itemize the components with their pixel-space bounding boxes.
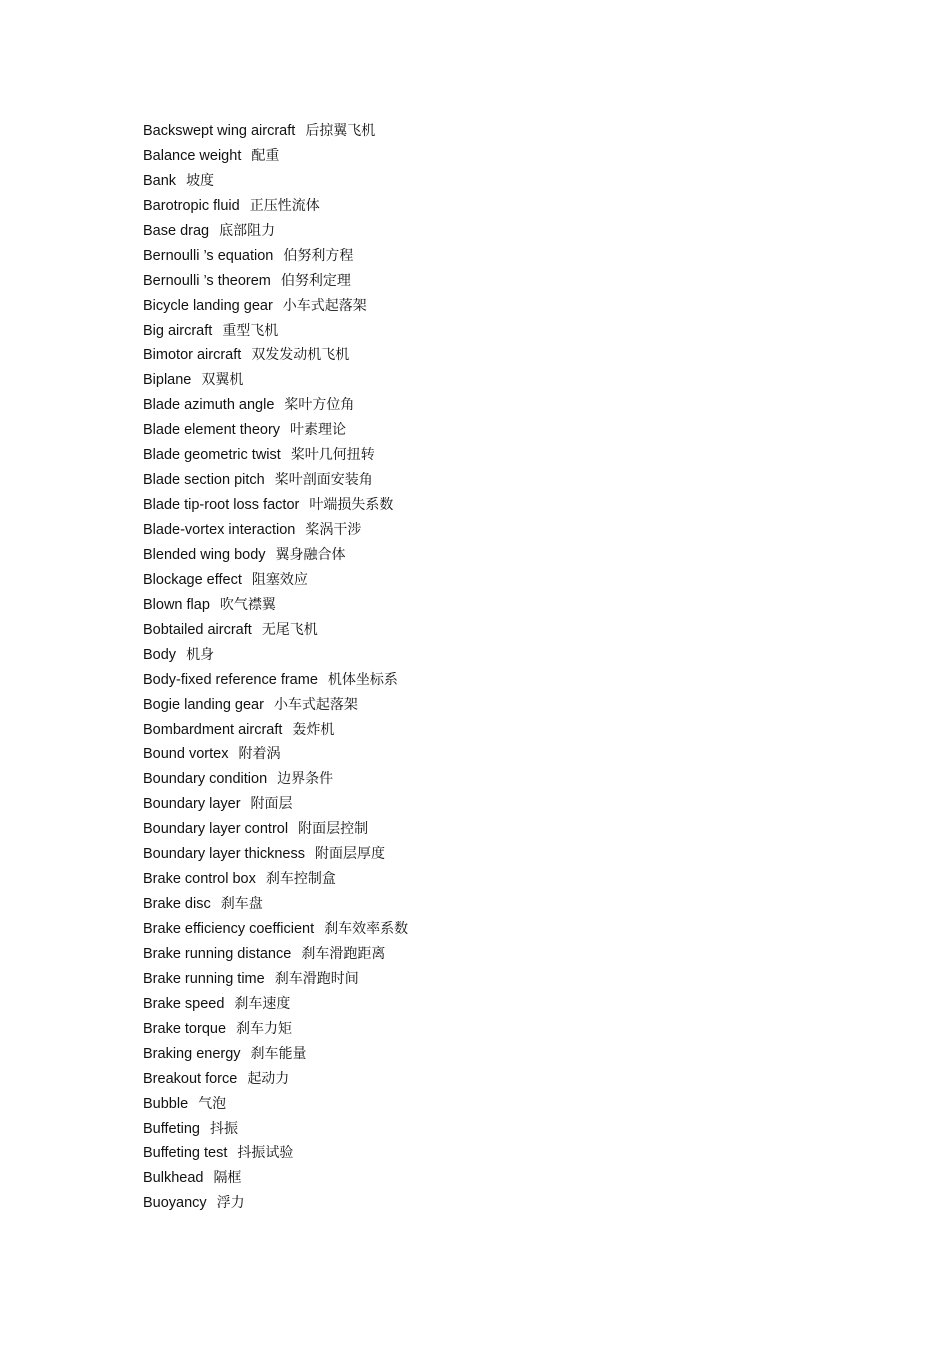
entry-term: Big aircraft [143,322,213,339]
glossary-entry [143,1191,408,1216]
glossary-entry [143,942,408,967]
entry-translation: 伯努利定理 [280,272,351,289]
glossary-entry [143,693,408,718]
entry-translation: 小车式起落架 [282,297,367,314]
entry-term: Blade section pitch [143,472,265,489]
glossary-list [143,119,408,1216]
entry-term: Brake efficiency coefficient [143,921,315,937]
entry-term: Boundary layer thickness [143,846,305,863]
glossary-entry [143,219,408,244]
entry-translation: 阻塞效应 [251,571,308,588]
glossary-entry [143,767,408,792]
glossary-entry [143,1067,408,1092]
entry-term: Boundary layer control [143,821,289,838]
entry-translation: 桨叶剖面安装角 [274,472,373,489]
glossary-entry [143,568,408,593]
glossary-entry [143,1117,408,1142]
entry-term: Backswept wing aircraft [143,123,296,139]
glossary-entry [143,443,408,468]
entry-translation: 附面层 [250,796,293,813]
entry-term: Biplane [143,372,192,389]
entry-term: Balance weight [143,147,242,164]
entry-term: Base drag [143,222,210,239]
entry-translation: 气泡 [198,1095,227,1112]
entry-translation: 翼身融合体 [275,546,346,563]
entry-translation: 轰炸机 [292,721,335,738]
entry-translation: 桨涡干涉 [305,522,362,538]
entry-translation: 双翼机 [201,372,244,389]
glossary-entry [143,1141,408,1166]
entry-term: Bulkhead [143,1170,204,1187]
entry-translation: 配重 [251,147,280,164]
entry-translation: 底部阻力 [219,222,276,239]
entry-translation: 伯努利方程 [283,247,354,264]
entry-translation: 正压性流体 [249,197,320,214]
entry-term: Bicycle landing gear [143,297,273,314]
glossary-entry [143,593,408,618]
entry-term: Buffeting test [143,1145,228,1162]
entry-translation: 边界条件 [277,771,334,788]
glossary-entry [143,867,408,892]
entry-translation: 刹车能量 [250,1045,307,1062]
entry-translation: 后掠翼飞机 [305,123,376,139]
entry-translation: 刹车力矩 [236,1020,293,1037]
glossary-entry [143,169,408,194]
entry-translation: 叶端损失系数 [309,497,394,514]
entry-term: Buoyancy [143,1195,207,1212]
entry-term: Bernoulli ’s equation [143,247,274,264]
glossary-entry [143,368,408,393]
entry-term: Blown flap [143,596,210,613]
entry-term: Brake speed [143,995,225,1012]
entry-term: Bound vortex [143,746,229,763]
entry-translation: 刹车滑跑时间 [274,970,359,987]
glossary-entry [143,468,408,493]
entry-term: Body [143,646,177,663]
entry-translation: 吹气襟翼 [219,596,276,613]
entry-term: Blade azimuth angle [143,397,275,414]
entry-translation: 叶素理论 [290,422,347,439]
glossary-entry [143,817,408,842]
glossary-entry [143,643,408,668]
glossary-entry [143,244,408,269]
entry-translation: 机身 [186,646,215,663]
entry-term: Bobtailed aircraft [143,621,252,638]
entry-translation: 无尾飞机 [261,621,318,638]
glossary-entry [143,119,408,144]
glossary-entry [143,294,408,319]
glossary-entry [143,718,408,743]
entry-translation: 重型飞机 [222,322,279,339]
entry-translation: 小车式起落架 [273,696,358,713]
glossary-entry [143,1017,408,1042]
glossary-entry [143,194,408,219]
entry-translation: 刹车效率系数 [324,921,409,937]
entry-translation: 附面层控制 [298,821,369,838]
entry-term: Blade tip-root loss factor [143,497,300,514]
glossary-entry [143,892,408,917]
entry-translation: 机体坐标系 [327,671,398,688]
glossary-entry [143,967,408,992]
entry-term: Barotropic fluid [143,197,240,214]
entry-translation: 桨叶几何扭转 [290,447,375,464]
glossary-entry [143,842,408,867]
entry-term: Brake running time [143,970,265,987]
entry-term: Blade element theory [143,422,281,439]
glossary-entry [143,319,408,344]
entry-term: Body-fixed reference frame [143,671,318,688]
glossary-entry [143,543,408,568]
glossary-entry [143,1042,408,1067]
entry-term: Bernoulli ’s theorem [143,272,271,289]
entry-translation: 桨叶方位角 [284,397,355,414]
entry-translation: 附面层厚度 [315,846,385,863]
entry-translation: 刹车盘 [220,896,263,913]
entry-term: Buffeting [143,1120,200,1137]
entry-translation: 浮力 [216,1195,245,1212]
entry-translation: 刹车速度 [234,995,291,1012]
glossary-entry [143,269,408,294]
entry-term: Bogie landing gear [143,696,264,713]
entry-translation: 双发发动机飞机 [251,347,350,364]
glossary-entry [143,992,408,1017]
entry-term: Bank [143,172,177,189]
entry-translation: 坡度 [186,172,215,189]
glossary-entry [143,917,408,942]
entry-term: Boundary condition [143,771,268,788]
glossary-entry [143,493,408,518]
glossary-entry [143,144,408,169]
entry-term: Bimotor aircraft [143,347,242,364]
glossary-entry [143,518,408,543]
glossary-entry [143,618,408,643]
entry-term: Braking energy [143,1045,241,1062]
entry-translation: 刹车控制盒 [265,871,336,888]
entry-translation: 抖振 [209,1120,238,1137]
entry-term: Brake disc [143,896,211,913]
glossary-entry [143,393,408,418]
glossary-entry [143,343,408,368]
entry-term: Boundary layer [143,796,241,813]
glossary-entry [143,742,408,767]
glossary-entry [143,792,408,817]
glossary-entry [143,1166,408,1191]
glossary-entry [143,1092,408,1117]
entry-term: Blended wing body [143,546,266,563]
entry-term: Bubble [143,1095,189,1112]
glossary-entry [143,668,408,693]
entry-term: Brake torque [143,1020,227,1037]
entry-translation: 起动力 [247,1070,290,1087]
glossary-entry [143,418,408,443]
entry-translation: 隔框 [213,1170,242,1187]
entry-translation: 抖振试验 [237,1145,294,1162]
entry-translation: 附着涡 [238,746,281,763]
entry-term: Blade geometric twist [143,447,281,464]
entry-term: Bombardment aircraft [143,721,283,738]
entry-term: Blockage effect [143,571,242,588]
entry-term: Breakout force [143,1070,238,1087]
entry-term: Brake running distance [143,945,292,962]
entry-term: Brake control box [143,871,256,888]
entry-term: Blade-vortex interaction [143,522,296,538]
entry-translation: 刹车滑跑距离 [301,945,386,962]
